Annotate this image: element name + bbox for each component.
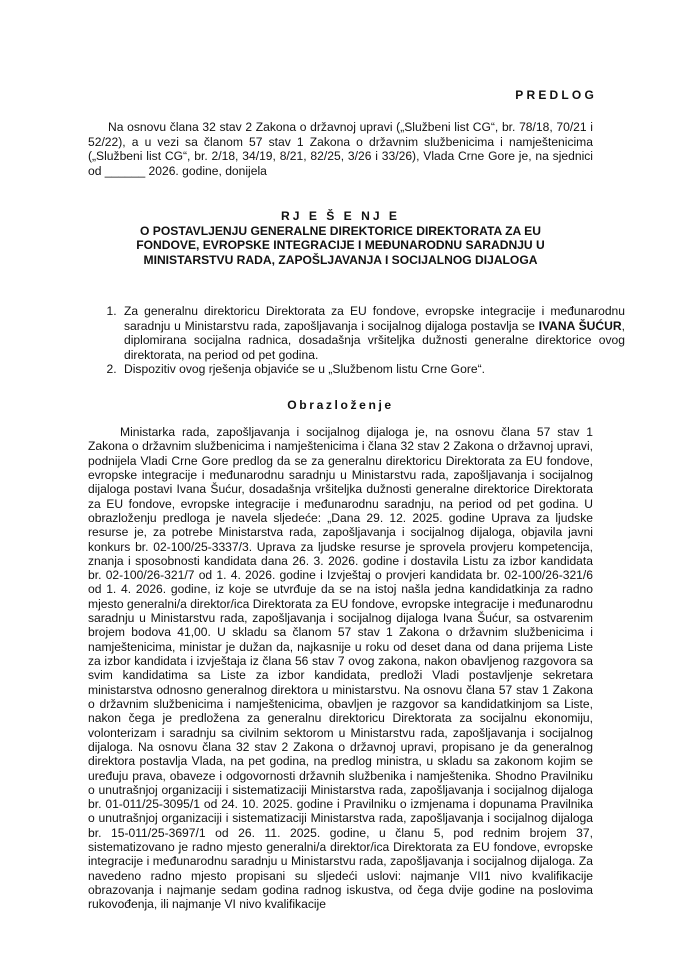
decision-item-text: Za generalnu direktoricu Direktorata za EU fondove, evropske integracije i međunarodnu saradnju u Ministarstvu rada, zapošljavanja i socijalnog dijaloga postavlja se — [124, 304, 625, 333]
explanation-heading: Obrazloženje — [287, 398, 394, 412]
decision-subject-line-3: MINISTARSTVU RADA, ZAPOŠLJAVANJA I SOCIJALNOG DIJALOGA — [143, 252, 538, 267]
decision-title-block — [88, 209, 593, 267]
decision-item-text: , diplomirana socijalna radnica, dosadašnja vršiteljka dužnosti generalne direktorice ovog direktorata, na period od pet godina. — [124, 318, 625, 362]
decision-heading: RJ E Š E NJ E — [281, 209, 400, 223]
decision-subject-line-2: FONDOVE, EVROPSKE INTEGRACIJE I MEĐUNARODNU SARADNJU U — [136, 238, 545, 253]
decision-subject-line-1: O POSTAVLJENJU GENERALNE DIREKTORICE DIREKTORATA ZA EU — [140, 223, 541, 238]
decision-item-2 — [120, 362, 625, 377]
explanation-paragraph: Ministarka rada, zapošljavanja i socijalnog dijaloga je, na osnovu člana 57 stav 1 Zakona o državnim službenicima i namještenicima i člana 32 stav 2 Zakona o državnoj upravi, podnijela Vladi Crne Gore predlog da se za generalnu direktoricu Direktorata za EU fondove, evropske integracije i međunarodnu saradnju u Ministarstvu rada, zapošljavanja i socijalnog dijaloga postavi Ivana Šućur, dosadašnja vršiteljka dužnosti generalne direktorice Direktorata za EU fondove, evropske integracije i međunarodnu saradnju, na period od pet godina. U obrazloženju predloga je navela sljedeće: „Dana 29. 12. 2025. godine Uprava za ljudske resurse je, za potrebe Ministarstva rada, zapošljavanja i socijalnog dijaloga, objavila javni konkurs br. 02-100/25-3337/3. Uprava za ljudske resurse je sprovela provjeru kompetencija, znanja i sposobnosti kandidata dana 26. 3. 2026. godine i dostavila Listu za izbor kandidata br. 02-100/26-321/7 od 1. 4. 2026. godine i Izvještaj o provjeri kandidata br. 02-100/26-321/6 od 1. 4. 2026. godine, iz koje se utvrđuje da se na istoj našla jedna kandidatkinja za radno mjesto generalni/a direktor/ica Direktorata za EU fondove, evropske integracije i međunarodnu saradnju u Ministarstvu rada, zapošljavanja i socijalnog dijaloga Ivana Šućur, sa ostvarenim brojem bodova 41,00. U skladu sa članom 57 stav 1 Zakona o državnim službenicima i namještenicima, ministar je dužan da, najkasnije u roku od deset dana od dana prijema Liste za izbor kandidata i izvještaja iz člana 56 stav 7 ovog zakona, nakon obavljenog razgovora sa svim kandidatima sa Liste za izbor kandidata, predloži Vladi postavljenje sekretara ministarstva odnosno generalnog direktora u ministarstvu. Na osnovu člana 57 stav 1 Zakona o državnim službenicima i namještenicima, obavljen je razgovor sa kandidatkinjom sa Liste, nakon čega je predložena za generalnu direktoricu Direktorata za socijalnu ekonomiju, volonterizam i saradnju sa civilnim sektorom u Ministarstvu rada, zapošljavanja i socijalnog dijaloga. Na osnovu člana 32 stav 2 Zakona o državnoj upravi, propisano je da generalnog direktora postavlja Vlada, na pet godina, na predlog ministra, u skladu sa zakonom kojim se uređuju prava, obaveze i odgovornosti državnih službenika i namještenika. Shodno Pravilniku o unutrašnjoj organizaciji i sistematizaciji Ministarstva rada, zapošljavanja i socijalnog dijaloga br. 01-011/25-3095/1 od 24. 10. 2025. godine i Pravilniku o izmjenama i dopunama Pravilnika o unutrašnjoj organizaciji i sistematizaciji Ministarstva rada, zapošljavanja i socijalnog dijaloga br. 15-011/25-3697/1 od 26. 11. 2025. godine, u članu 5, pod rednim brojem 37, sistematizovano je radno mjesto generalni/a direktor/ica Direktorata za EU fondove, evropske integracije i međunarodnu saradnju u Ministarstvu rada, zapošljavanja i socijalnog dijaloga. Za navedeno radno mjesto propisani su sljedeći uslovi: najmanje VII1 nivo kvalifikacije obrazovanja i najmanje sedam godina radnog iskustva, od čega dvije godine na poslovima rukovođenja, ili najmanje VI nivo kvalifikacije — [88, 425, 593, 912]
legal-basis-paragraph: Na osnovu člana 32 stav 2 Zakona o državnoj upravi („Službeni list CG“, br. 78/18, 70/21 i 52/22), a u vezi sa članom 57 stav 1 Zakona o državnim službenicima i namještenicima („Službeni list CG“, br. 2/18, 34/19, 8/21, 82/25, 3/26 i 33/26), Vlada Crne Gore je, na sjednici od ______ 2026. godine, donijela — [88, 120, 593, 178]
decision-item-1 — [120, 304, 625, 362]
appointee-name: IVANA ŠUĆUR — [538, 318, 622, 333]
decision-item-text: Dispozitiv ovog rješenja objaviće se u „Službenom listu Crne Gore“. — [124, 362, 485, 377]
document-status-label: PREDLOG — [515, 88, 597, 102]
decision-items-list — [88, 304, 625, 377]
